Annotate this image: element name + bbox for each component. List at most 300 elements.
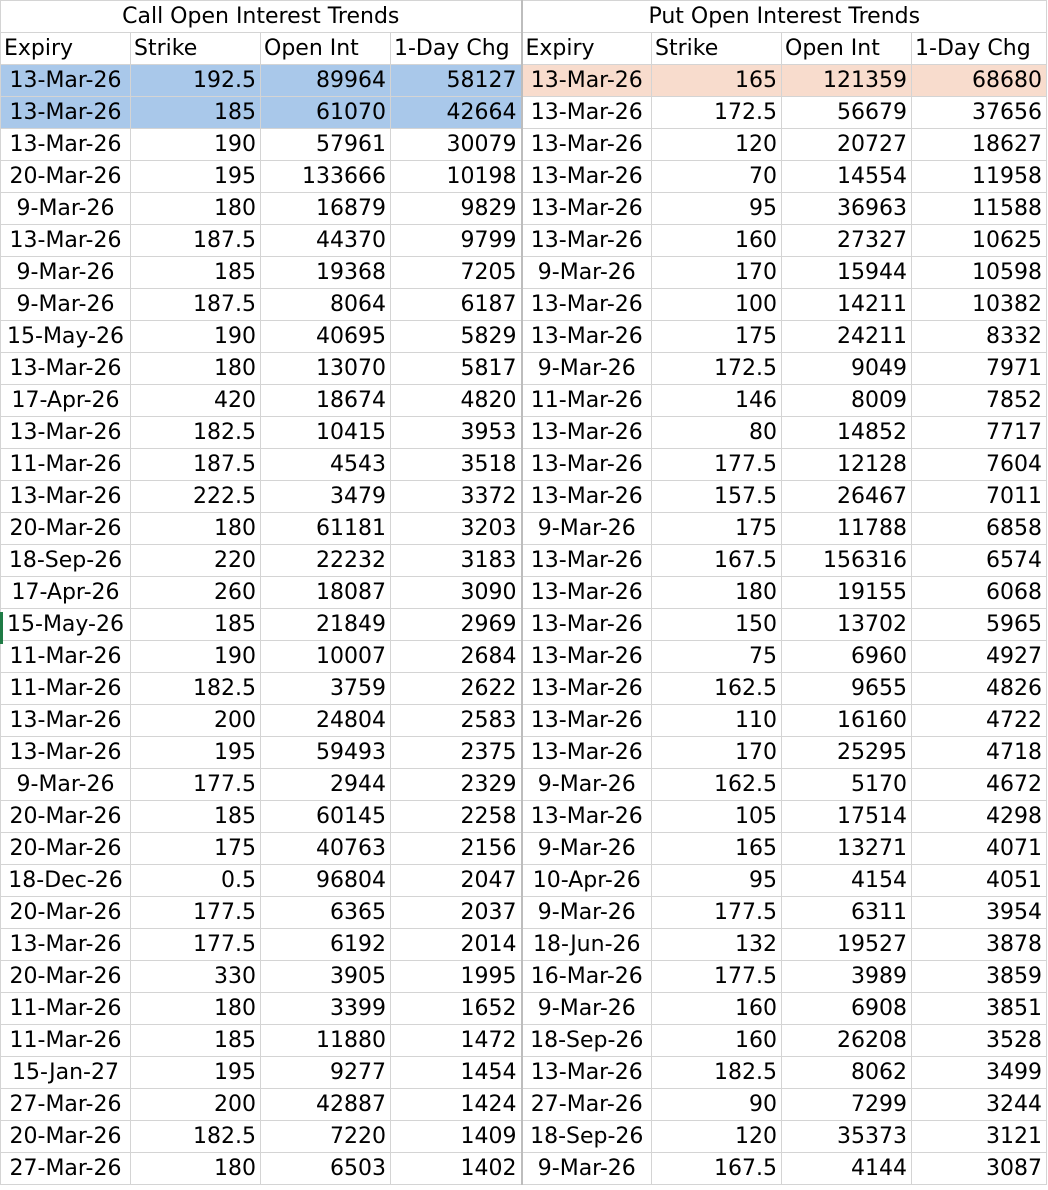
put-cell-1-day-chg[interactable]: 7011 (912, 481, 1047, 513)
put-cell-open-int[interactable]: 14852 (782, 417, 912, 449)
put-cell-strike[interactable]: 160 (652, 225, 782, 257)
call-cell-open-int[interactable]: 57961 (261, 129, 391, 161)
call-cell-expiry[interactable]: 18-Sep-26 (1, 545, 131, 577)
put-cell-open-int[interactable]: 5170 (782, 769, 912, 801)
put-cell-strike[interactable]: 165 (652, 65, 782, 97)
put-cell-strike[interactable]: 110 (652, 705, 782, 737)
call-cell-open-int[interactable]: 89964 (261, 65, 391, 97)
call-cell-strike[interactable]: 185 (131, 97, 261, 129)
put-cell-1-day-chg[interactable]: 3954 (912, 897, 1047, 929)
table-row (1, 193, 1047, 225)
put-cell-strike[interactable]: 157.5 (652, 481, 782, 513)
put-cell-1-day-chg[interactable]: 3878 (912, 929, 1047, 961)
call-cell-strike[interactable]: 187.5 (131, 289, 261, 321)
call-cell-strike[interactable]: 190 (131, 321, 261, 353)
put-cell-1-day-chg[interactable]: 7604 (912, 449, 1047, 481)
put-cell-expiry[interactable]: 13-Mar-26 (522, 673, 652, 705)
call-cell-expiry[interactable]: 20-Mar-26 (1, 1121, 131, 1153)
call-cell-expiry[interactable]: 11-Mar-26 (1, 449, 131, 481)
table-row (1, 1089, 1047, 1121)
call-cell-1-day-chg[interactable]: 2258 (391, 801, 522, 833)
call-cell-1-day-chg[interactable]: 9799 (391, 225, 522, 257)
put-cell-1-day-chg[interactable]: 3499 (912, 1057, 1047, 1089)
put-cell-1-day-chg[interactable]: 10598 (912, 257, 1047, 289)
call-cell-strike[interactable]: 180 (131, 513, 261, 545)
call-cell-strike[interactable]: 190 (131, 641, 261, 673)
put-cell-strike[interactable]: 120 (652, 129, 782, 161)
call-header-open-int[interactable]: Open Int (261, 33, 391, 65)
put-cell-strike[interactable]: 95 (652, 193, 782, 225)
put-cell-expiry[interactable]: 18-Jun-26 (522, 929, 652, 961)
put-header-strike[interactable]: Strike (652, 33, 782, 65)
put-cell-expiry[interactable]: 13-Mar-26 (522, 193, 652, 225)
put-cell-expiry[interactable]: 9-Mar-26 (522, 257, 652, 289)
put-cell-open-int[interactable]: 7299 (782, 1089, 912, 1121)
put-cell-expiry[interactable]: 13-Mar-26 (522, 481, 652, 513)
call-cell-expiry[interactable]: 9-Mar-26 (1, 257, 131, 289)
put-cell-1-day-chg[interactable]: 18627 (912, 129, 1047, 161)
put-header-1-day-chg[interactable]: 1-Day Chg (912, 33, 1047, 65)
call-header-expiry[interactable]: Expiry (1, 33, 131, 65)
put-cell-expiry[interactable]: 9-Mar-26 (522, 897, 652, 929)
column-header-row (1, 33, 1047, 65)
call-cell-open-int[interactable]: 6192 (261, 929, 391, 961)
call-header-1-day-chg[interactable]: 1-Day Chg (391, 33, 522, 65)
put-cell-strike[interactable]: 160 (652, 993, 782, 1025)
call-cell-1-day-chg[interactable]: 3090 (391, 577, 522, 609)
put-cell-1-day-chg[interactable]: 4826 (912, 673, 1047, 705)
put-cell-open-int[interactable]: 6960 (782, 641, 912, 673)
call-cell-open-int[interactable]: 7220 (261, 1121, 391, 1153)
call-cell-1-day-chg[interactable]: 2969 (391, 609, 522, 641)
call-cell-open-int[interactable]: 6365 (261, 897, 391, 929)
call-cell-1-day-chg[interactable]: 2375 (391, 737, 522, 769)
put-cell-1-day-chg[interactable]: 4718 (912, 737, 1047, 769)
put-cell-open-int[interactable]: 19155 (782, 577, 912, 609)
put-cell-strike[interactable]: 80 (652, 417, 782, 449)
call-cell-1-day-chg[interactable]: 2037 (391, 897, 522, 929)
table-row (1, 449, 1047, 481)
call-cell-1-day-chg[interactable]: 1472 (391, 1025, 522, 1057)
call-cell-1-day-chg[interactable]: 5817 (391, 353, 522, 385)
put-cell-expiry[interactable]: 18-Sep-26 (522, 1025, 652, 1057)
call-cell-strike[interactable]: 185 (131, 257, 261, 289)
put-cell-strike[interactable]: 172.5 (652, 353, 782, 385)
put-cell-strike[interactable]: 175 (652, 513, 782, 545)
put-cell-strike[interactable]: 162.5 (652, 673, 782, 705)
put-cell-open-int[interactable]: 8062 (782, 1057, 912, 1089)
call-cell-open-int[interactable]: 8064 (261, 289, 391, 321)
call-cell-1-day-chg[interactable]: 6187 (391, 289, 522, 321)
put-cell-expiry[interactable]: 13-Mar-26 (522, 545, 652, 577)
put-cell-open-int[interactable]: 14211 (782, 289, 912, 321)
call-cell-expiry[interactable]: 9-Mar-26 (1, 289, 131, 321)
call-cell-strike[interactable]: 220 (131, 545, 261, 577)
call-cell-strike[interactable]: 182.5 (131, 673, 261, 705)
put-cell-1-day-chg[interactable]: 8332 (912, 321, 1047, 353)
put-cell-expiry[interactable]: 13-Mar-26 (522, 417, 652, 449)
call-cell-expiry[interactable]: 13-Mar-26 (1, 225, 131, 257)
put-cell-strike[interactable]: 167.5 (652, 1153, 782, 1185)
put-cell-expiry[interactable]: 13-Mar-26 (522, 801, 652, 833)
call-cell-1-day-chg[interactable]: 2156 (391, 833, 522, 865)
put-cell-1-day-chg[interactable]: 6068 (912, 577, 1047, 609)
call-cell-strike[interactable]: 180 (131, 1153, 261, 1185)
put-cell-1-day-chg[interactable]: 3528 (912, 1025, 1047, 1057)
call-cell-open-int[interactable]: 61070 (261, 97, 391, 129)
put-cell-1-day-chg[interactable]: 3244 (912, 1089, 1047, 1121)
call-cell-1-day-chg[interactable]: 2583 (391, 705, 522, 737)
put-cell-expiry[interactable]: 13-Mar-26 (522, 609, 652, 641)
call-cell-open-int[interactable]: 10415 (261, 417, 391, 449)
call-cell-open-int[interactable]: 3905 (261, 961, 391, 993)
call-cell-strike[interactable]: 195 (131, 737, 261, 769)
call-cell-expiry[interactable]: 13-Mar-26 (1, 929, 131, 961)
put-cell-open-int[interactable]: 36963 (782, 193, 912, 225)
put-cell-expiry[interactable]: 13-Mar-26 (522, 1057, 652, 1089)
put-cell-strike[interactable]: 175 (652, 321, 782, 353)
call-cell-open-int[interactable]: 42887 (261, 1089, 391, 1121)
call-cell-open-int[interactable]: 4543 (261, 449, 391, 481)
put-cell-open-int[interactable]: 26467 (782, 481, 912, 513)
put-cell-open-int[interactable]: 15944 (782, 257, 912, 289)
put-cell-1-day-chg[interactable]: 10382 (912, 289, 1047, 321)
put-cell-1-day-chg[interactable]: 4298 (912, 801, 1047, 833)
call-cell-open-int[interactable]: 40763 (261, 833, 391, 865)
call-cell-expiry[interactable]: 17-Apr-26 (1, 577, 131, 609)
call-cell-expiry[interactable]: 13-Mar-26 (1, 737, 131, 769)
put-cell-expiry[interactable]: 13-Mar-26 (522, 161, 652, 193)
put-cell-expiry[interactable]: 13-Mar-26 (522, 65, 652, 97)
put-cell-strike[interactable]: 105 (652, 801, 782, 833)
call-section-title[interactable]: Call Open Interest Trends (1, 1, 522, 33)
call-cell-strike[interactable]: 195 (131, 161, 261, 193)
put-cell-open-int[interactable]: 13702 (782, 609, 912, 641)
call-cell-1-day-chg[interactable]: 2047 (391, 865, 522, 897)
put-cell-open-int[interactable]: 3989 (782, 961, 912, 993)
call-cell-open-int[interactable]: 10007 (261, 641, 391, 673)
call-cell-open-int[interactable]: 133666 (261, 161, 391, 193)
call-cell-expiry[interactable]: 15-May-26 (1, 609, 131, 641)
call-cell-1-day-chg[interactable]: 10198 (391, 161, 522, 193)
put-cell-expiry[interactable]: 13-Mar-26 (522, 225, 652, 257)
call-cell-1-day-chg[interactable]: 2014 (391, 929, 522, 961)
put-cell-strike[interactable]: 170 (652, 257, 782, 289)
put-cell-open-int[interactable]: 16160 (782, 705, 912, 737)
put-header-open-int[interactable]: Open Int (782, 33, 912, 65)
call-cell-strike[interactable]: 175 (131, 833, 261, 865)
call-cell-expiry[interactable]: 13-Mar-26 (1, 97, 131, 129)
put-cell-strike[interactable]: 95 (652, 865, 782, 897)
put-cell-strike[interactable]: 182.5 (652, 1057, 782, 1089)
call-cell-strike[interactable]: 182.5 (131, 417, 261, 449)
call-cell-strike[interactable]: 180 (131, 993, 261, 1025)
call-cell-1-day-chg[interactable]: 58127 (391, 65, 522, 97)
table-row (1, 641, 1047, 673)
call-cell-strike[interactable]: 180 (131, 353, 261, 385)
put-cell-1-day-chg[interactable]: 37656 (912, 97, 1047, 129)
call-cell-strike[interactable]: 185 (131, 801, 261, 833)
table-row (1, 705, 1047, 737)
put-cell-open-int[interactable]: 27327 (782, 225, 912, 257)
put-section-title[interactable]: Put Open Interest Trends (522, 1, 1047, 33)
call-cell-1-day-chg[interactable]: 2684 (391, 641, 522, 673)
call-cell-open-int[interactable]: 22232 (261, 545, 391, 577)
put-cell-1-day-chg[interactable]: 7717 (912, 417, 1047, 449)
put-cell-open-int[interactable]: 19527 (782, 929, 912, 961)
put-cell-strike[interactable]: 180 (652, 577, 782, 609)
put-cell-open-int[interactable]: 9655 (782, 673, 912, 705)
call-cell-strike[interactable]: 177.5 (131, 897, 261, 929)
call-cell-expiry[interactable]: 20-Mar-26 (1, 833, 131, 865)
call-cell-open-int[interactable]: 2944 (261, 769, 391, 801)
put-header-expiry[interactable]: Expiry (522, 33, 652, 65)
put-cell-1-day-chg[interactable]: 10625 (912, 225, 1047, 257)
put-cell-1-day-chg[interactable]: 11958 (912, 161, 1047, 193)
put-cell-expiry[interactable]: 9-Mar-26 (522, 769, 652, 801)
call-cell-1-day-chg[interactable]: 30079 (391, 129, 522, 161)
call-cell-expiry[interactable]: 20-Mar-26 (1, 161, 131, 193)
call-cell-open-int[interactable]: 19368 (261, 257, 391, 289)
put-cell-1-day-chg[interactable]: 5965 (912, 609, 1047, 641)
call-cell-expiry[interactable]: 15-May-26 (1, 321, 131, 353)
call-cell-1-day-chg[interactable]: 3518 (391, 449, 522, 481)
put-cell-expiry[interactable]: 16-Mar-26 (522, 961, 652, 993)
put-cell-expiry[interactable]: 9-Mar-26 (522, 1153, 652, 1185)
call-cell-strike[interactable]: 200 (131, 1089, 261, 1121)
call-cell-strike[interactable]: 187.5 (131, 225, 261, 257)
put-cell-strike[interactable]: 146 (652, 385, 782, 417)
call-cell-1-day-chg[interactable]: 3372 (391, 481, 522, 513)
put-cell-expiry[interactable]: 11-Mar-26 (522, 385, 652, 417)
call-cell-open-int[interactable]: 9277 (261, 1057, 391, 1089)
call-cell-expiry[interactable]: 27-Mar-26 (1, 1153, 131, 1185)
call-cell-expiry[interactable]: 13-Mar-26 (1, 481, 131, 513)
put-cell-1-day-chg[interactable]: 7971 (912, 353, 1047, 385)
put-cell-1-day-chg[interactable]: 4722 (912, 705, 1047, 737)
call-cell-1-day-chg[interactable]: 5829 (391, 321, 522, 353)
call-cell-open-int[interactable]: 16879 (261, 193, 391, 225)
call-cell-strike[interactable]: 185 (131, 1025, 261, 1057)
call-cell-strike[interactable]: 187.5 (131, 449, 261, 481)
call-cell-strike[interactable]: 260 (131, 577, 261, 609)
call-cell-strike[interactable]: 180 (131, 193, 261, 225)
call-cell-expiry[interactable]: 11-Mar-26 (1, 993, 131, 1025)
call-cell-open-int[interactable]: 13070 (261, 353, 391, 385)
put-cell-open-int[interactable]: 6908 (782, 993, 912, 1025)
call-cell-open-int[interactable]: 6503 (261, 1153, 391, 1185)
put-cell-open-int[interactable]: 4154 (782, 865, 912, 897)
put-cell-1-day-chg[interactable]: 4927 (912, 641, 1047, 673)
call-cell-1-day-chg[interactable]: 1652 (391, 993, 522, 1025)
call-cell-open-int[interactable]: 40695 (261, 321, 391, 353)
put-cell-expiry[interactable]: 9-Mar-26 (522, 993, 652, 1025)
put-cell-expiry[interactable]: 9-Mar-26 (522, 353, 652, 385)
call-cell-1-day-chg[interactable]: 3953 (391, 417, 522, 449)
call-cell-strike[interactable]: 177.5 (131, 929, 261, 961)
call-cell-expiry[interactable]: 13-Mar-26 (1, 705, 131, 737)
put-cell-strike[interactable]: 150 (652, 609, 782, 641)
call-cell-strike[interactable]: 222.5 (131, 481, 261, 513)
put-cell-open-int[interactable]: 12128 (782, 449, 912, 481)
call-cell-1-day-chg[interactable]: 9829 (391, 193, 522, 225)
call-cell-expiry[interactable]: 9-Mar-26 (1, 193, 131, 225)
put-cell-strike[interactable]: 172.5 (652, 97, 782, 129)
call-cell-strike[interactable]: 177.5 (131, 769, 261, 801)
put-cell-open-int[interactable]: 6311 (782, 897, 912, 929)
put-cell-open-int[interactable]: 8009 (782, 385, 912, 417)
call-cell-expiry[interactable]: 20-Mar-26 (1, 961, 131, 993)
call-cell-1-day-chg[interactable]: 1409 (391, 1121, 522, 1153)
put-cell-1-day-chg[interactable]: 3851 (912, 993, 1047, 1025)
put-cell-1-day-chg[interactable]: 7852 (912, 385, 1047, 417)
call-cell-open-int[interactable]: 18087 (261, 577, 391, 609)
call-cell-expiry[interactable]: 17-Apr-26 (1, 385, 131, 417)
put-cell-1-day-chg[interactable]: 11588 (912, 193, 1047, 225)
put-cell-strike[interactable]: 170 (652, 737, 782, 769)
call-cell-open-int[interactable]: 11880 (261, 1025, 391, 1057)
put-cell-1-day-chg[interactable]: 3859 (912, 961, 1047, 993)
put-cell-open-int[interactable]: 20727 (782, 129, 912, 161)
put-cell-expiry[interactable]: 13-Mar-26 (522, 641, 652, 673)
put-cell-strike[interactable]: 177.5 (652, 961, 782, 993)
put-cell-strike[interactable]: 167.5 (652, 545, 782, 577)
put-cell-strike[interactable]: 177.5 (652, 449, 782, 481)
put-cell-expiry[interactable]: 13-Mar-26 (522, 705, 652, 737)
put-cell-open-int[interactable]: 24211 (782, 321, 912, 353)
call-cell-expiry[interactable]: 11-Mar-26 (1, 1025, 131, 1057)
put-cell-strike[interactable]: 162.5 (652, 769, 782, 801)
put-cell-strike[interactable]: 165 (652, 833, 782, 865)
put-cell-strike[interactable]: 160 (652, 1025, 782, 1057)
put-cell-expiry[interactable]: 18-Sep-26 (522, 1121, 652, 1153)
put-cell-strike[interactable]: 75 (652, 641, 782, 673)
put-cell-expiry[interactable]: 13-Mar-26 (522, 321, 652, 353)
put-cell-strike[interactable]: 70 (652, 161, 782, 193)
call-cell-1-day-chg[interactable]: 3183 (391, 545, 522, 577)
call-cell-expiry[interactable]: 13-Mar-26 (1, 353, 131, 385)
call-cell-open-int[interactable]: 3759 (261, 673, 391, 705)
call-cell-strike[interactable]: 185 (131, 609, 261, 641)
call-cell-strike[interactable]: 200 (131, 705, 261, 737)
put-cell-strike[interactable]: 120 (652, 1121, 782, 1153)
call-cell-1-day-chg[interactable]: 2622 (391, 673, 522, 705)
call-cell-expiry[interactable]: 13-Mar-26 (1, 417, 131, 449)
call-cell-1-day-chg[interactable]: 1454 (391, 1057, 522, 1089)
put-cell-strike[interactable]: 100 (652, 289, 782, 321)
call-cell-strike[interactable]: 182.5 (131, 1121, 261, 1153)
put-cell-1-day-chg[interactable]: 6574 (912, 545, 1047, 577)
call-cell-1-day-chg[interactable]: 2329 (391, 769, 522, 801)
call-cell-open-int[interactable]: 18674 (261, 385, 391, 417)
put-cell-1-day-chg[interactable]: 3087 (912, 1153, 1047, 1185)
call-cell-1-day-chg[interactable]: 1402 (391, 1153, 522, 1185)
call-cell-1-day-chg[interactable]: 3203 (391, 513, 522, 545)
put-cell-expiry[interactable]: 9-Mar-26 (522, 833, 652, 865)
table-row (1, 97, 1047, 129)
put-cell-expiry[interactable]: 10-Apr-26 (522, 865, 652, 897)
put-cell-expiry[interactable]: 9-Mar-26 (522, 513, 652, 545)
put-cell-strike[interactable]: 132 (652, 929, 782, 961)
call-cell-expiry[interactable]: 18-Dec-26 (1, 865, 131, 897)
put-cell-open-int[interactable]: 11788 (782, 513, 912, 545)
put-cell-open-int[interactable]: 9049 (782, 353, 912, 385)
call-cell-open-int[interactable]: 3399 (261, 993, 391, 1025)
call-cell-open-int[interactable]: 3479 (261, 481, 391, 513)
put-cell-open-int[interactable]: 156316 (782, 545, 912, 577)
call-cell-1-day-chg[interactable]: 7205 (391, 257, 522, 289)
put-cell-open-int[interactable]: 121359 (782, 65, 912, 97)
call-cell-open-int[interactable]: 21849 (261, 609, 391, 641)
call-cell-strike[interactable]: 0.5 (131, 865, 261, 897)
table-row (1, 225, 1047, 257)
call-cell-strike[interactable]: 330 (131, 961, 261, 993)
put-cell-strike[interactable]: 177.5 (652, 897, 782, 929)
call-cell-open-int[interactable]: 60145 (261, 801, 391, 833)
put-cell-1-day-chg[interactable]: 4672 (912, 769, 1047, 801)
put-cell-1-day-chg[interactable]: 4071 (912, 833, 1047, 865)
call-cell-expiry[interactable]: 20-Mar-26 (1, 801, 131, 833)
table-row (1, 1121, 1047, 1153)
put-cell-open-int[interactable]: 26208 (782, 1025, 912, 1057)
call-cell-expiry[interactable]: 20-Mar-26 (1, 897, 131, 929)
put-cell-1-day-chg[interactable]: 3121 (912, 1121, 1047, 1153)
put-cell-expiry[interactable]: 13-Mar-26 (522, 289, 652, 321)
call-cell-expiry[interactable]: 11-Mar-26 (1, 673, 131, 705)
put-cell-1-day-chg[interactable]: 6858 (912, 513, 1047, 545)
call-cell-strike[interactable]: 195 (131, 1057, 261, 1089)
put-cell-expiry[interactable]: 13-Mar-26 (522, 129, 652, 161)
call-cell-open-int[interactable]: 24804 (261, 705, 391, 737)
put-cell-expiry[interactable]: 27-Mar-26 (522, 1089, 652, 1121)
call-cell-expiry[interactable]: 9-Mar-26 (1, 769, 131, 801)
put-cell-open-int[interactable]: 56679 (782, 97, 912, 129)
call-cell-expiry[interactable]: 20-Mar-26 (1, 513, 131, 545)
put-cell-expiry[interactable]: 13-Mar-26 (522, 577, 652, 609)
call-cell-strike[interactable]: 192.5 (131, 65, 261, 97)
put-cell-expiry[interactable]: 13-Mar-26 (522, 737, 652, 769)
call-header-strike[interactable]: Strike (131, 33, 261, 65)
put-cell-expiry[interactable]: 13-Mar-26 (522, 97, 652, 129)
call-cell-1-day-chg[interactable]: 1995 (391, 961, 522, 993)
put-cell-open-int[interactable]: 14554 (782, 161, 912, 193)
table-row (1, 1153, 1047, 1185)
put-cell-open-int[interactable]: 13271 (782, 833, 912, 865)
call-cell-strike[interactable]: 420 (131, 385, 261, 417)
call-cell-expiry[interactable]: 27-Mar-26 (1, 1089, 131, 1121)
call-cell-1-day-chg[interactable]: 42664 (391, 97, 522, 129)
call-cell-1-day-chg[interactable]: 1424 (391, 1089, 522, 1121)
call-cell-expiry[interactable]: 15-Jan-27 (1, 1057, 131, 1089)
call-cell-open-int[interactable]: 61181 (261, 513, 391, 545)
put-cell-open-int[interactable]: 17514 (782, 801, 912, 833)
put-cell-expiry[interactable]: 13-Mar-26 (522, 449, 652, 481)
call-cell-expiry[interactable]: 11-Mar-26 (1, 641, 131, 673)
put-cell-open-int[interactable]: 4144 (782, 1153, 912, 1185)
put-cell-1-day-chg[interactable]: 4051 (912, 865, 1047, 897)
call-cell-1-day-chg[interactable]: 4820 (391, 385, 522, 417)
put-cell-strike[interactable]: 90 (652, 1089, 782, 1121)
call-cell-expiry[interactable]: 13-Mar-26 (1, 129, 131, 161)
put-cell-1-day-chg[interactable]: 68680 (912, 65, 1047, 97)
call-cell-open-int[interactable]: 96804 (261, 865, 391, 897)
put-cell-open-int[interactable]: 35373 (782, 1121, 912, 1153)
call-cell-open-int[interactable]: 59493 (261, 737, 391, 769)
put-cell-open-int[interactable]: 25295 (782, 737, 912, 769)
call-cell-expiry[interactable]: 13-Mar-26 (1, 65, 131, 97)
call-cell-strike[interactable]: 190 (131, 129, 261, 161)
call-cell-open-int[interactable]: 44370 (261, 225, 391, 257)
